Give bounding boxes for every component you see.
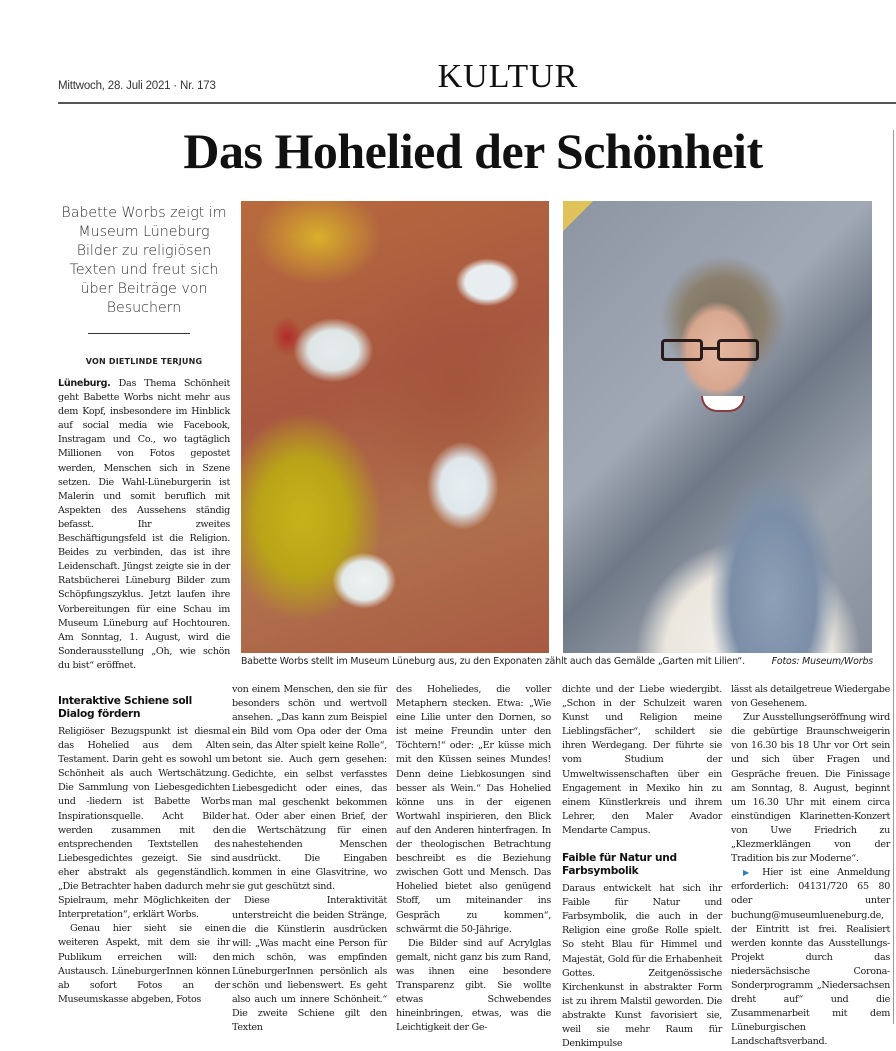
article-column-3	[396, 683, 551, 1035]
photo-caption	[241, 656, 873, 667]
paragraph: lässt als detailgetreue Wiedergabe von Gesehenem.	[731, 684, 890, 710]
dateline: Mittwoch, 28. Juli 2021 · Nr. 173	[58, 80, 216, 92]
paragraph: Religiöser Bezugspunkt ist diesmal das Hohelied aus dem Alten Testament. Darin geht es sowohl um Schönheit als auch Wertschätzung. Die Sammlung von Liebesgedichten und -liedern ist Babette Worbs Inspirationsquelle. Acht Bilder werden zusammen mit den entsprechenden Textstellen des Liebesgedichtes gezeigt. Sie sind eher abstrakt als gegenständlich. „Die Betrachter haben dadurch mehr Spielraum, mehr Möglichkeiten der Interpretation“, erklärt Worbs.	[58, 726, 230, 921]
portrait-image	[563, 201, 872, 653]
paragraph: Diese Interaktivität unterstreicht die beiden Stränge, die die Künstlerin ausdrücken will: „Was macht eine Person für mich schön, was empfinden LüneburgerInnen persönlich als schön und liebenswert. Es geht also auch um innere Schönheit.“ Die zweite Schiene gilt den Texten	[232, 895, 387, 1034]
dateline-place: Lüneburg.	[58, 378, 111, 389]
painting-image	[241, 201, 549, 653]
paragraph: dichte und der Liebe wiedergibt. „Schon in der Schulzeit waren Kunst und Religion meine Lieblingsfächer“, schildert sie ihren Werdegang. Der führte sie vom Studium der Umweltwissenschaften über ein Engagement in Mexiko hin zu einem Künstlerkreis und ihrem Lehrer, den Maler Avador Mendarte Campus.	[562, 684, 722, 836]
subhead-farbsymbolik: Faible für Natur und Farbsymbolik	[562, 852, 677, 878]
teaser-rule	[88, 333, 190, 334]
info-paragraph	[731, 866, 890, 1049]
article-column-5	[731, 683, 890, 1049]
caption-text: Babette Worbs stellt im Museum Lüneburg aus, zu den Exponaten zählt auch das Gemälde „Garten mit Lilien“.	[241, 656, 745, 667]
article-column-1	[58, 377, 230, 673]
intro-paragraph: Das Thema Schönheit geht Babette Worbs nicht mehr aus dem Kopf, insbesondere im Hinblick auf social media wie Facebook, Instragam und Co., wo tagtäglich Millionen von Fotos gepostet werden, Menschen sich in Szene setzen. Die Wahl-Lüneburgerin ist Malerin und somit beruflich mit Aspekten des Aussehens ständig befasst. Ihr zweites Beschäftigungsfeld ist die Religion. Beides zu verbinden, das ist ihre Leidenschaft. Jüngst zeigte sie in der Ratsbücherei Lüneburg Bilder zum Schöpfungszyklus. Jetzt laufen ihre Vorbereitungen für eine Schau im Museum Lüneburg auf Hochtouren. Am Sonntag, 1. August, wird die Sonderausstellung „Oh, wie schön du bist“ eröffnet.	[58, 378, 230, 671]
teaser: Babette Worbs zeigt im Museum Lüneburg Bilder zu religiösen Texten und freut sich über Beiträge von Besuchern	[61, 205, 227, 316]
section-title: KULTUR	[437, 58, 579, 95]
article-column-4	[562, 683, 722, 1051]
header-rule	[58, 102, 896, 104]
paragraph: Zur Ausstellungseröffnung wird die gebürtige Braunschweigerin von 16.30 bis 18 Uhr vor Ort sein und sich über Fragen und Gespräche freuen. Die Finissage am Sonntag, 8. August, beginnt um 16.30 Uhr mit einem circa einstündigen Klarinetten-Konzert von Uwe Friedrich zu „Klezmerklängen von der Tradition bis zur Moderne“.	[731, 712, 890, 865]
arrow-icon: ▶	[743, 868, 755, 878]
subhead-dialog: Interaktive Schiene soll Dialog fördern	[58, 695, 192, 720]
info-text: Hier ist eine Anmeldung erforderlich: 04131/720 65 80 oder unter buchung@museumlueneburg.de, der Eintritt ist frei. Realisiert werden konnte das Ausstellungs-Projekt durch das niedersächsische Corona-Sonderprogramm „Niedersachsen dreht auf“ und die Zusammenarbeit mit dem Lüneburgischen Landschaftsverband.	[731, 867, 890, 1048]
article-column-1-lower	[58, 695, 230, 1007]
headline: Das Hohelied der Schönheit	[183, 123, 763, 179]
paragraph: des Hoheliedes, die voller Metaphern stecken. Etwa: „Wie eine Lilie unter den Dornen, so ist meine Freundin unter den Töchtern!“ oder: „Er küsse mich mit den Küssen seines Mundes! Denn deine Liebkosungen sind besser als Wein.“ Das Hohelied könne uns in der eigenen Wortwahl inspirieren, den Blick auf den Anderen hinterfragen. In der theologischen Betrachtung beschreibt es die Beziehung zwischen Gott und Mensch. Das Hohelied bietet also genügend Stoff, um miteinander ins Gespräch zu kommen“, schwärmt die 50-Jährige.	[396, 684, 551, 935]
paragraph: Genau hier sieht sie einen weiteren Aspekt, mit dem sie ihr Publikum erreichen will: den Austausch. LüneburgerInnen können ab sofort Fotos an der Museumskasse abgeben, Fotos	[58, 923, 230, 1005]
column-rule	[893, 130, 894, 1024]
glasses-shape	[661, 339, 763, 363]
paragraph: von einem Menschen, den sie für besonders schön und wertvoll ansehen. „Das kann zum Beispiel ein Bild vom Opa oder der Oma sein, das Alter spielt keine Rolle“, betont sie. Auch gern gesehen: Gedichte, ein selbst verfasstes Liebesgedicht oder eines, das man mal geschenkt bekommen hat. Oder aber einen Brief, der die Wertschätzung für einen nahestehenden Menschen ausdrückt. Die Eingaben kommen in eine Glasvitrine, wo sie gut geschützt sind.	[232, 684, 387, 893]
article-column-2	[232, 683, 387, 1035]
paragraph: Daraus entwickelt hat sich ihr Faible für Natur und Farbsymbolik, die auch in der Religion eine große Rolle spielt. So steht Blau für Himmel und Majestät, Gold für die Erhabenheit Gottes. Zeitgenössische Kirchenkunst in abstrakter Form ist zu ihrem Malstil geworden. Die abstrakte Kunst favorisiert sie, weil sie mehr Raum für Denkimpulse	[562, 883, 722, 1050]
smile-shape	[701, 396, 745, 412]
byline: VON DIETLINDE TERJUNG	[85, 357, 203, 366]
paragraph: Die Bilder sind auf Acrylglas gemalt, nicht ganz bis zum Rand, was ihnen eine besondere Transparenz gibt. Sie wollte etwas Schwebendes hineinbringen, etwas, was die Leichtigkeit der Ge-	[396, 937, 551, 1034]
photo-credit: Fotos: Museum/Worbs	[771, 656, 873, 667]
